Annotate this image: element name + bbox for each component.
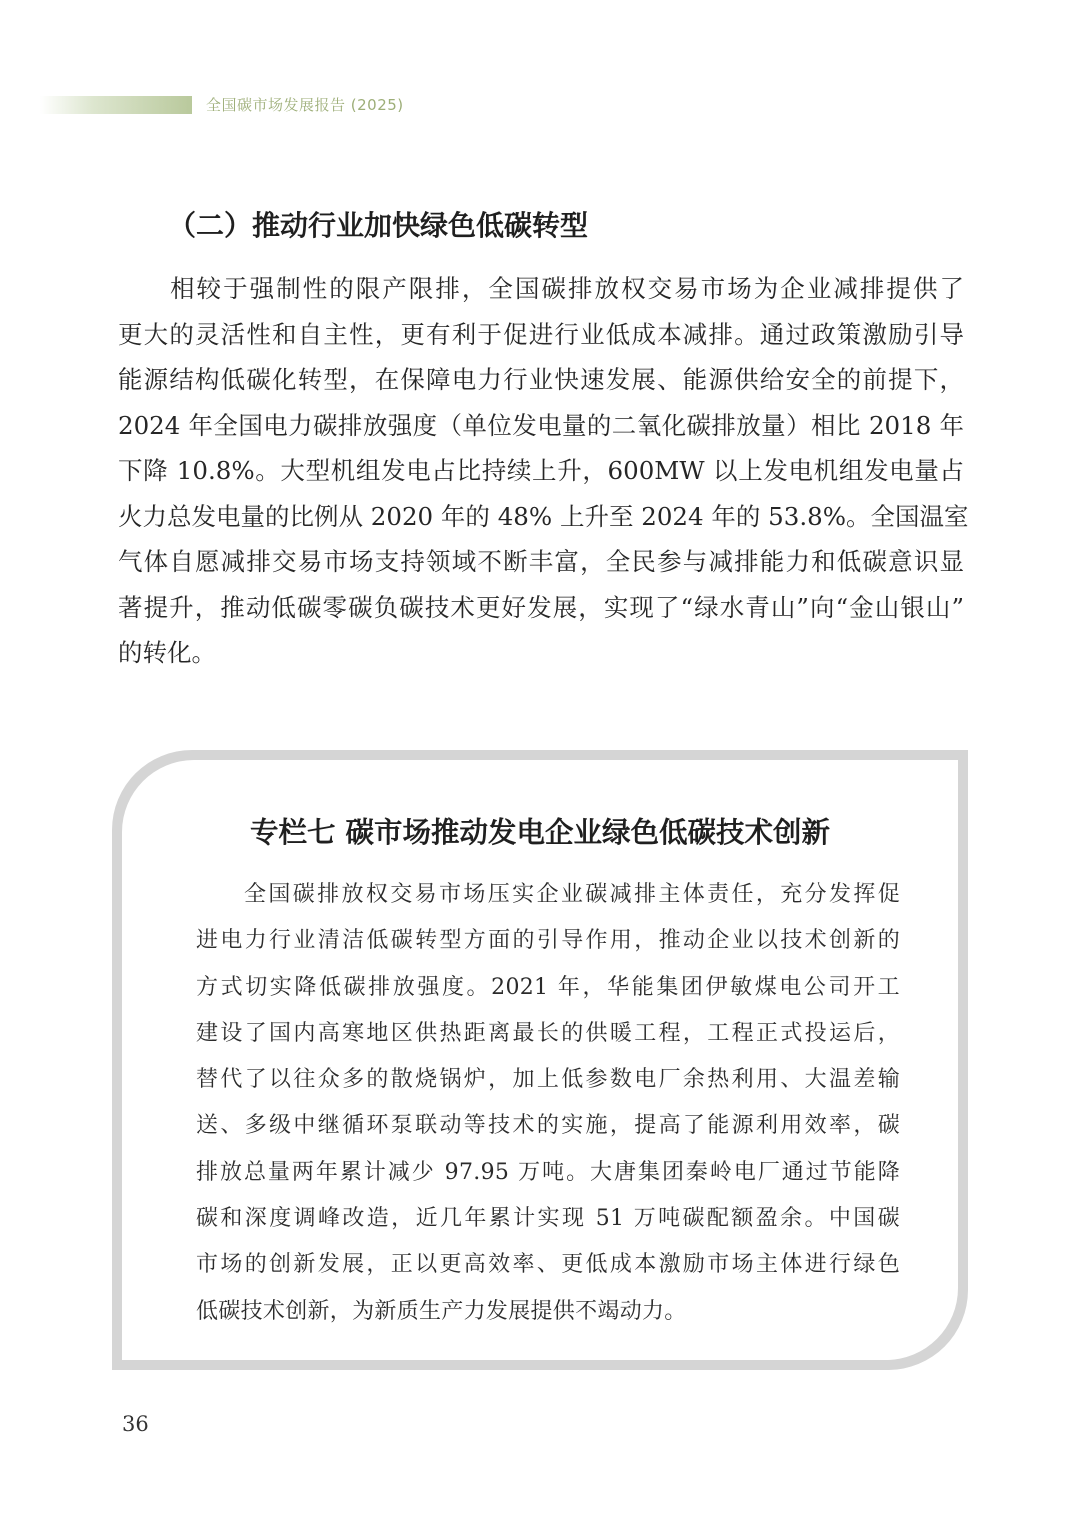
header-accent-bar	[40, 96, 192, 114]
body-line: 的转化。	[118, 638, 216, 667]
box-line: 方式切实降低碳排放强度。2021 年，华能集团伊敏煤电公司开工	[196, 974, 900, 1000]
page-number: 36	[122, 1412, 149, 1436]
box-line: 低碳技术创新，为新质生产力发展提供不竭动力。	[196, 1298, 687, 1324]
body-line: 能源结构低碳化转型，在保障电力行业快速发展、能源供给安全的前提下，	[118, 365, 964, 394]
running-header-title: 全国碳市场发展报告 (2025)	[206, 96, 404, 114]
box-line: 进电力行业清洁低碳转型方面的引导作用，推动企业以技术创新的	[196, 928, 900, 954]
body-line: 更大的灵活性和自主性，更有利于促进行业低成本减排。通过政策激励引导	[118, 319, 964, 349]
section-body	[118, 266, 969, 676]
body-line: 2024 年全国电力碳排放强度（单位发电量的二氧化碳排放量）相比 2018 年	[118, 410, 964, 440]
box-line: 全国碳排放权交易市场压实企业碳减排主体责任，充分发挥促	[244, 882, 900, 907]
section-heading: （二）推动行业加快绿色低碳转型	[168, 209, 589, 242]
body-line: 著提升，推动低碳零碳负碳技术更好发展，实现了“绿水青山”向“金山银山”	[118, 592, 964, 622]
box-line: 替代了以往众多的散烧锅炉，加上低参数电厂余热利用、大温差输	[196, 1067, 900, 1093]
box-line: 建设了国内高寒地区供热距离最长的供暖工程，工程正式投运后，	[196, 1020, 900, 1046]
box-line: 排放总量两年累计减少 97.95 万吨。大唐集团秦岭电厂通过节能降	[196, 1159, 900, 1185]
body-line: 气体自愿减排交易市场支持领域不断丰富，全民参与减排能力和低碳意识显	[118, 547, 964, 576]
body-line: 火力总发电量的比例从 2020 年的 48% 上升至 2024 年的 53.8%。全国温室	[118, 501, 969, 531]
sidebar-box-title: 专栏七 碳市场推动发电企业绿色低碳技术创新	[250, 816, 830, 849]
body-line: 下降 10.8%。大型机组发电占比持续上升，600MW 以上发电机组发电量占	[118, 456, 964, 485]
body-line: 相较于强制性的限产限排，全国碳排放权交易市场为企业减排提供了	[170, 274, 964, 303]
box-line: 市场的创新发展，正以更高效率、更低成本激励市场主体进行绿色	[196, 1252, 900, 1278]
box-line: 碳和深度调峰改造，近几年累计实现 51 万吨碳配额盈余。中国碳	[196, 1206, 900, 1232]
sidebar-box-body	[196, 872, 900, 1335]
box-line: 送、多级中继循环泵联动等技术的实施，提高了能源利用效率，碳	[196, 1113, 900, 1139]
